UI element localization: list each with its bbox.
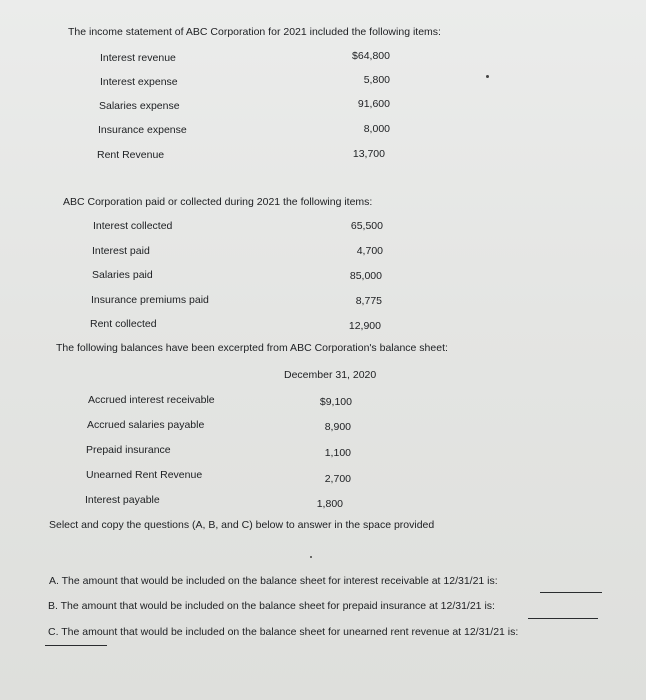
income-item-value: 13,700 [352, 148, 385, 160]
cash-item-label: Rent collected [90, 318, 157, 330]
answer-blank-a[interactable] [540, 592, 602, 593]
balance-item-value: 8,900 [324, 421, 351, 433]
cash-item-value: 65,500 [350, 220, 383, 232]
income-item-label: Salaries expense [99, 100, 180, 112]
balance-sheet-date: December 31, 2020 [284, 369, 377, 381]
cash-item-value: 4,700 [356, 245, 383, 257]
income-item-value: $64,800 [352, 50, 390, 62]
income-statement-heading: The income statement of ABC Corporation for 2021 included the following items: [68, 26, 441, 38]
balance-item-value: $9,100 [319, 396, 352, 408]
balance-item-label: Prepaid insurance [86, 444, 171, 456]
answer-blank-b[interactable] [528, 618, 598, 619]
cash-item-value: 85,000 [349, 270, 382, 282]
cash-items-heading: ABC Corporation paid or collected during 2021 the following items: [63, 196, 373, 208]
question-b: B. The amount that would be included on the balance sheet for prepaid insurance at 12/31/21 is: [48, 600, 495, 612]
cash-item-label: Salaries paid [92, 269, 153, 281]
income-item-value: 8,000 [363, 123, 390, 135]
income-item-label: Interest revenue [100, 52, 176, 64]
income-item-value: 5,800 [363, 74, 390, 86]
income-item-label: Interest expense [100, 76, 178, 88]
cash-item-value: 12,900 [348, 320, 381, 332]
balance-item-value: 1,100 [324, 447, 351, 459]
cash-item-label: Interest paid [92, 245, 150, 257]
income-item-label: Insurance expense [98, 124, 187, 136]
balance-item-value: 1,800 [316, 498, 343, 510]
balance-item-label: Accrued salaries payable [87, 419, 205, 431]
question-c: C. The amount that would be included on the balance sheet for unearned rent revenue at 12/31/21 is: [48, 626, 519, 638]
dust-speck [486, 75, 489, 78]
income-item-label: Rent Revenue [97, 149, 165, 161]
balance-item-label: Interest payable [85, 494, 160, 506]
balance-item-label: Accrued interest receivable [88, 394, 215, 406]
cash-item-label: Insurance premiums paid [91, 294, 209, 306]
instructions-text: Select and copy the questions (A, B, and C) below to answer in the space provided [49, 519, 435, 531]
income-item-value: 91,600 [357, 98, 390, 110]
cash-item-value: 8,775 [355, 295, 382, 307]
answer-blank-c[interactable] [45, 645, 107, 646]
balance-sheet-heading: The following balances have been excerpted from ABC Corporation's balance sheet: [56, 342, 448, 354]
dust-speck [310, 556, 312, 558]
balance-item-value: 2,700 [324, 473, 351, 485]
question-a: A. The amount that would be included on the balance sheet for interest receivable at 12/31/21 is: [49, 575, 498, 587]
cash-item-label: Interest collected [93, 220, 173, 232]
balance-item-label: Unearned Rent Revenue [86, 469, 203, 481]
